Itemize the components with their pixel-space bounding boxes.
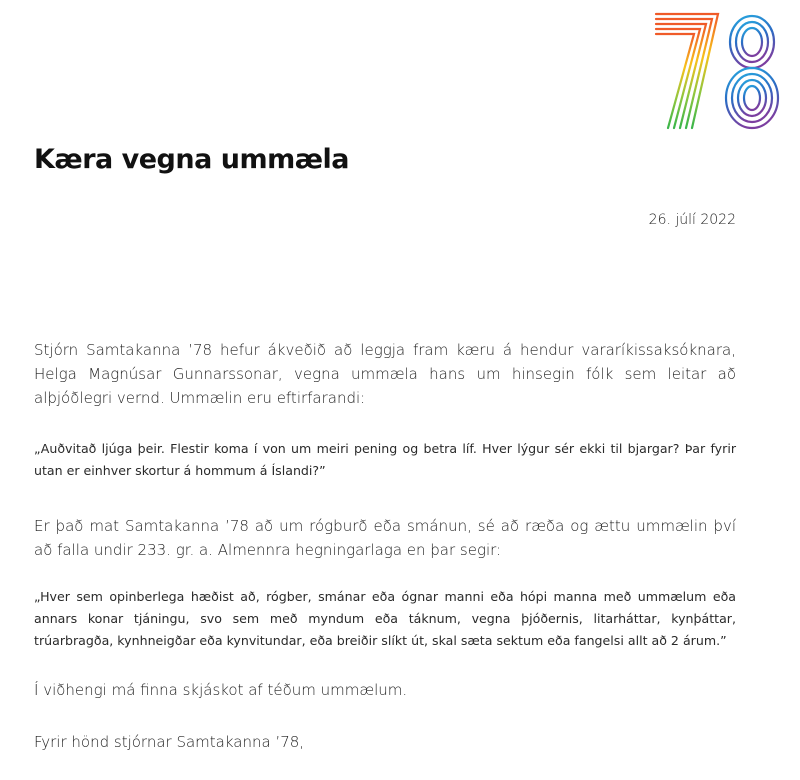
samtokin-78-logo — [652, 10, 784, 136]
document-date: 26. júlí 2022 — [648, 212, 736, 228]
quoted-remarks: „Auðvitað ljúga þeir. Flestir koma í von um meiri pening og betra líf. Hver lýgur sér ekki til bjargar? Þar fyrir utan er einhver skortur á hommum á Íslandi?” — [34, 441, 736, 478]
legal-assessment-paragraph: Er það mat Samtakanna ’78 að um rógburð eða smánun, sé að ræða og ættu ummælin því að falla undir 233. gr. a. Almennra hegningarlaga en þar segir: — [34, 517, 736, 559]
page-title: Kæra vegna ummæla — [34, 144, 349, 175]
signoff-line: Fyrir hönd stjórnar Samtakanna ’78, — [34, 733, 305, 751]
attachment-note: Í viðhengi má finna skjáskot af téðum ummælum. — [34, 681, 408, 699]
intro-paragraph: Stjórn Samtakanna ’78 hefur ákveðið að leggja fram kæru á hendur vararíkissaksóknara, Helga Magnúsar Gunnarssonar, vegna ummæla hans um hinsegin fólk sem leitar að alþjóðlegri vernd. Ummælin eru eftirfarandi: — [34, 341, 736, 407]
quoted-law-text: „Hver sem opinberlega hæðist að, rógber, smánar eða ógnar manni eða hópi manna með ummælum eða annars konar tjáningu, svo sem með myndum eða táknum, vegna þjóðernis, litarháttar, kynþáttar, trúarbragða, kynhneigðar eða kynvitundar, eða breiðir slíkt út, skal sæta sektum eða fangelsi allt að 2 árum.” — [34, 589, 736, 648]
